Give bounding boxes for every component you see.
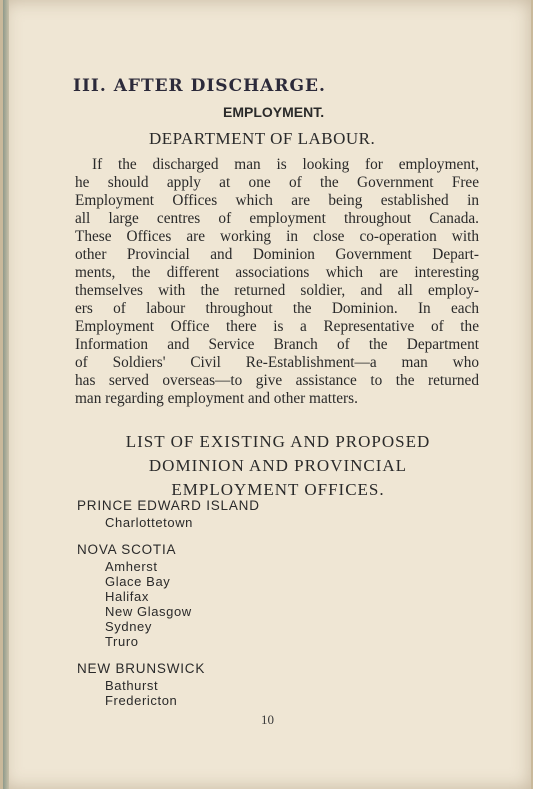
paragraph-line: themselves with the returned soldier, and all employ- [75,282,479,299]
city-item: New Glasgow [105,604,192,619]
paragraph-line: If the discharged man is looking for employment, [92,156,479,173]
city-item: Halifax [105,589,149,604]
paragraph-line: ers of labour throughout the Dominion. In each [75,300,479,317]
body-paragraph [75,156,479,408]
province-new-brunswick [77,659,260,708]
city-item: Glace Bay [105,574,171,589]
paragraph-line: ments, the different associations which are interesting [75,264,479,281]
paragraph-line: Employment Offices which are being established in [75,192,479,209]
city-item: Amherst [105,559,158,574]
paragraph-line: all large centres of employment throughout Canada. [75,210,479,227]
province-prince-edward-island [77,496,260,530]
province-nova-scotia [77,540,260,649]
office-list [77,496,260,718]
province-name: NEW BRUNSWICK [77,661,206,676]
paragraph-line: he should apply at one of the Government Free [75,174,479,191]
list-title-line: DOMINION AND PROVINCIAL [148,456,408,475]
paragraph-line: Employment Office there is a Representative of the [75,318,479,335]
paragraph-line: has served overseas—to give assistance to the returned [75,372,479,389]
paragraph-line: Information and Service Branch of the Department [75,336,479,353]
office-list-title [83,430,473,502]
province-name: NOVA SCOTIA [77,542,177,557]
paragraph-line: other Provincial and Dominion Government Depart- [75,246,479,263]
binding-spine [3,0,9,789]
city-item: Truro [105,634,139,649]
province-name: PRINCE EDWARD ISLAND [77,498,260,513]
employment-subheading: EMPLOYMENT. [223,104,325,120]
section-heading: III. AFTER DISCHARGE. [73,76,326,96]
city-item: Bathurst [105,678,159,693]
document-page [3,0,531,789]
city-item: Fredericton [105,693,178,708]
page-number: 10 [261,712,274,727]
department-heading: DEPARTMENT OF LABOUR. [149,129,376,148]
list-title-line: LIST OF EXISTING AND PROPOSED [125,432,431,451]
city-item: Sydney [105,619,152,634]
paragraph-line: These Offices are working in close co-operation with [75,228,479,245]
list-title-line: EMPLOYMENT OFFICES. [171,480,385,499]
paragraph-line: of Soldiers' Civil Re-Establishment—a man who [75,354,479,371]
paragraph-line: man regarding employment and other matters. [75,390,358,407]
city-item: Charlottetown [105,515,194,530]
